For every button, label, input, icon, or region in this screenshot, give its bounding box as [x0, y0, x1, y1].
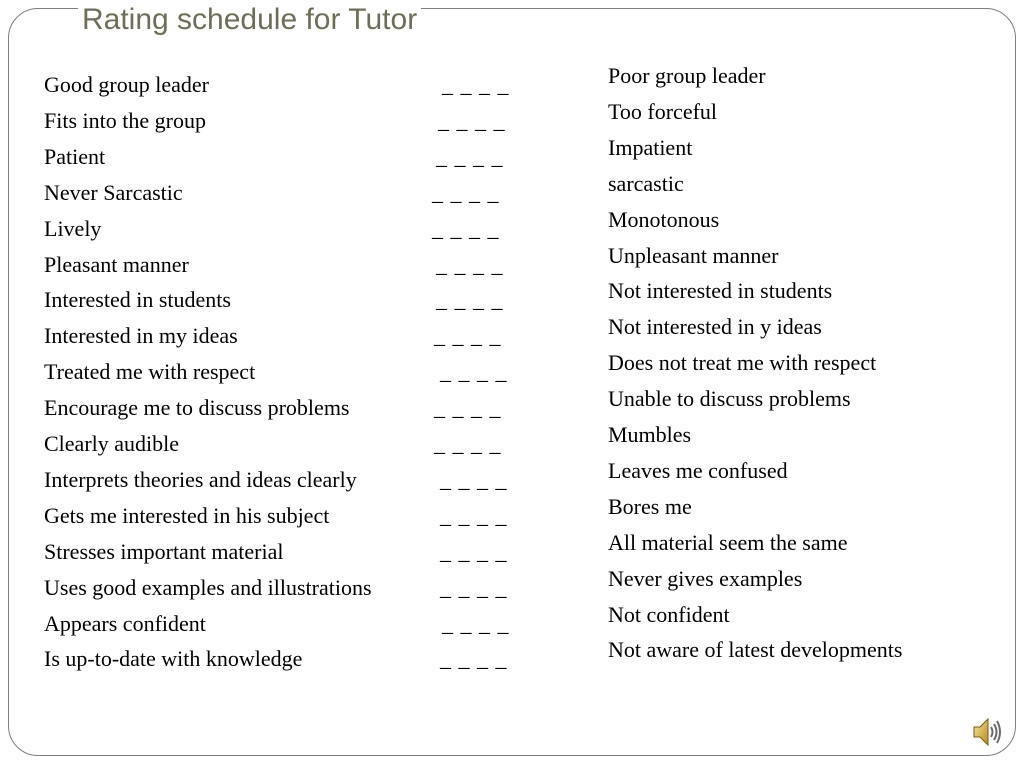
positive-trait-item: Good group leader — [44, 72, 209, 97]
rating-blank: _ _ _ _ — [440, 538, 508, 564]
rating-blank: _ _ _ _ — [440, 502, 508, 528]
negative-trait-item: Poor group leader — [608, 63, 766, 88]
positive-trait-item: Clearly audible — [44, 431, 180, 456]
positive-trait-item: Interested in students — [44, 287, 231, 313]
rating-blank: _ _ _ _ — [440, 359, 508, 385]
rating-blank: _ _ _ _ — [440, 646, 508, 672]
rating-blank: _ _ _ _ — [434, 431, 502, 456]
rating-blank: _ _ _ _ — [440, 574, 508, 600]
negative-trait-item: All material seem the same — [608, 529, 848, 555]
negative-trait-item: Not interested in students — [608, 278, 833, 304]
rating-blank: _ _ _ _ — [434, 323, 502, 349]
positive-trait-item: Is up-to-date with knowledge — [44, 646, 303, 672]
negative-trait-item: Too forceful — [608, 98, 718, 124]
speaker-icon[interactable] — [972, 714, 1002, 750]
rating-blank: _ _ _ _ — [442, 610, 510, 636]
positive-trait-item: Appears confident — [44, 610, 206, 636]
positive-trait-item: Interested in my ideas — [44, 323, 238, 349]
positive-trait-item: Gets me interested in his subject — [44, 502, 330, 528]
rating-blank: _ _ _ _ — [436, 251, 504, 277]
positive-trait-item: Fits into the group — [44, 107, 206, 133]
negative-trait-item: Impatient — [608, 134, 693, 160]
negative-trait-item: Does not treat me with respect — [608, 350, 877, 376]
positive-trait-item: Lively — [44, 215, 102, 241]
negative-trait-item: Leaves me confused — [608, 457, 788, 483]
positive-trait-item: Interprets theories and ideas clearly — [44, 466, 357, 492]
positive-trait-item: Pleasant manner — [44, 251, 189, 277]
positive-trait-item: Patient — [44, 143, 106, 169]
negative-trait-item: Not aware of latest developments — [608, 637, 903, 663]
slide-title: Rating schedule for Tutor — [78, 2, 421, 38]
negative-trait-item: Never gives examples — [608, 565, 803, 591]
positive-trait-item: Encourage me to discuss problems — [44, 395, 350, 421]
rating-blank: _ _ _ _ — [442, 72, 510, 97]
rating-blank: _ _ _ _ — [440, 466, 508, 492]
negative-trait-item: Not interested in y ideas — [608, 314, 822, 340]
negative-trait-item: sarcastic — [608, 170, 684, 196]
rating-blank: _ _ _ _ — [432, 215, 500, 241]
rating-blank: _ _ _ _ — [436, 287, 504, 313]
rating-blank: _ _ _ _ — [432, 179, 500, 205]
positive-trait-item: Stresses important material — [44, 538, 284, 564]
positive-trait-item: Treated me with respect — [44, 359, 256, 385]
rating-blank: _ _ _ _ — [436, 143, 504, 169]
negative-trait-item: Unpleasant manner — [608, 242, 779, 268]
rating-blank: _ _ _ _ — [438, 107, 506, 133]
negative-trait-item: Monotonous — [608, 206, 720, 232]
negative-trait-item: Unable to discuss problems — [608, 386, 851, 412]
negative-trait-item: Not confident — [608, 601, 730, 627]
negative-trait-item: Bores me — [608, 493, 692, 519]
positive-trait-item: Uses good examples and illustrations — [44, 574, 372, 600]
rating-blank: _ _ _ _ — [434, 395, 502, 421]
positive-trait-item: Never Sarcastic — [44, 179, 183, 205]
negative-trait-item: Mumbles — [608, 422, 692, 447]
